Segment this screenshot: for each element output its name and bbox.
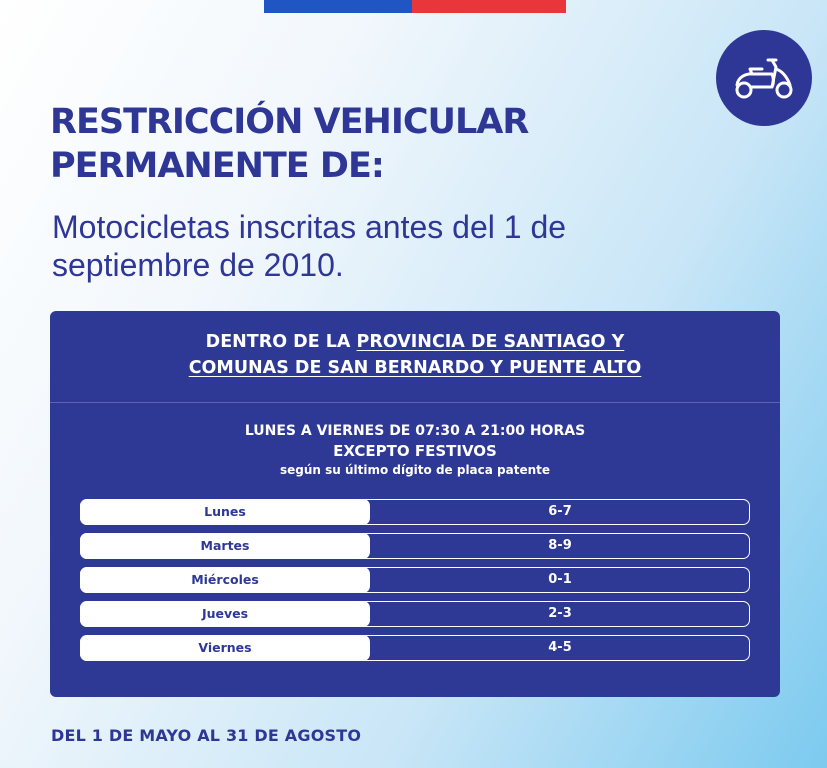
table-row [80,499,750,525]
header-area-link-1[interactable]: PROVINCIA DE SANTIAGO Y [356,332,625,352]
digits-cell: 4-5 [548,640,572,655]
digits-cell: 0-1 [548,572,572,587]
header-prefix: DENTRO DE LA [205,332,357,352]
subtitle-line-1: Motocicletas inscritas antes del 1 de [52,209,567,245]
table-row [80,601,750,627]
schedule-note: según su último dígito de placa patente [279,463,551,477]
day-cell: Martes [80,533,370,559]
day-cell: Viernes [80,635,370,661]
page-title [50,100,528,188]
restriction-card [50,311,780,697]
schedule-hours: LUNES A VIERNES DE 07:30 A 21:00 HORAS [244,423,586,439]
card-divider [50,402,780,403]
title-line-2: PERMANENTE DE: [50,146,384,186]
digits-cell: 2-3 [548,606,572,621]
flag-stripe-red [412,0,566,13]
day-cell: Lunes [80,499,370,525]
table-row [80,635,750,661]
day-cell: Jueves [80,601,370,627]
header-area-link-2[interactable]: COMUNAS DE SAN BERNARDO Y PUENTE ALTO [188,358,642,378]
title-line-1: RESTRICCIÓN VEHICULAR [50,102,529,142]
restriction-table [80,499,750,669]
schedule-info [50,421,780,479]
scooter-icon [732,55,796,101]
card-header [50,329,780,381]
digits-cell: 8-9 [548,538,572,553]
table-row [80,567,750,593]
day-cell: Miércoles [80,567,370,593]
schedule-exception: EXCEPTO FESTIVOS [333,442,497,460]
table-row [80,533,750,559]
digits-cell: 6-7 [548,504,572,519]
subtitle-line-2: septiembre de 2010. [52,247,344,283]
flag-stripe-blue [264,0,412,13]
motorcycle-badge [716,30,812,126]
date-range: DEL 1 DE MAYO AL 31 DE AGOSTO [51,726,362,745]
vehicle-description [52,208,672,284]
